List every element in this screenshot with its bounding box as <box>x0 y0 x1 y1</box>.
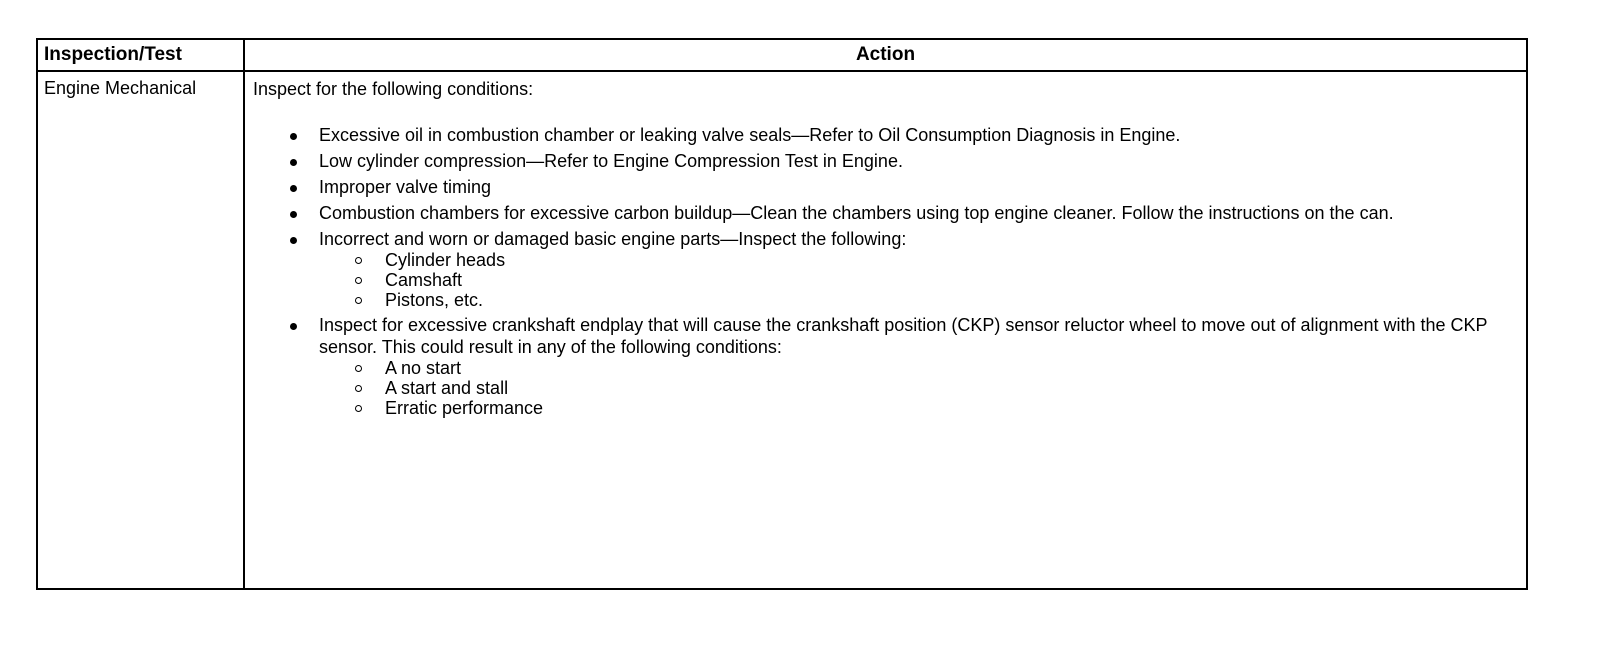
action-intro: Inspect for the following conditions: <box>253 79 534 99</box>
bullet-icon <box>290 185 297 192</box>
sub-list <box>319 250 1523 310</box>
list-item-text: Improper valve timing <box>319 177 492 197</box>
sub-list-item-text: A start and stall <box>385 378 509 398</box>
bullet-icon <box>290 237 297 244</box>
header-action: Action <box>855 44 916 65</box>
sub-list <box>319 358 1523 418</box>
bullet-icon <box>290 211 297 218</box>
sub-list-item <box>319 270 1523 290</box>
list-item <box>253 150 1523 172</box>
list-item-text: Inspect for excessive crankshaft endplay that will cause the crankshaft position (CKP) sensor reluctor wheel to move out of alignment with the CKP sensor. This could result in any of the following conditions: <box>319 315 1488 357</box>
header-divider <box>38 70 1526 72</box>
sub-list-item <box>319 290 1523 310</box>
sub-list-item-text: Erratic performance <box>385 398 544 418</box>
sub-list-item-text: A no start <box>385 358 462 378</box>
sub-list-item-text: Camshaft <box>385 270 463 290</box>
sub-list-item-text: Pistons, etc. <box>385 290 484 310</box>
sub-list-item <box>319 398 1523 418</box>
list-item <box>253 202 1523 224</box>
circle-bullet-icon <box>355 297 362 304</box>
circle-bullet-icon <box>355 277 362 284</box>
circle-bullet-icon <box>355 405 362 412</box>
circle-bullet-icon <box>355 385 362 392</box>
list-item-text: Low cylinder compression—Refer to Engine Compression Test in Engine. <box>319 151 903 171</box>
bullet-icon <box>290 133 297 140</box>
circle-bullet-icon <box>355 257 362 264</box>
list-item-text: Combustion chambers for excessive carbon buildup—Clean the chambers using top engine cleaner. Follow the instructions on the can. <box>319 203 1394 223</box>
inspection-test-cell: Engine Mechanical <box>44 78 197 98</box>
condition-list <box>253 124 1523 418</box>
list-item <box>253 228 1523 310</box>
sub-list-item <box>319 378 1523 398</box>
list-item-text: Excessive oil in combustion chamber or leaking valve seals—Refer to Oil Consumption Diagnosis in Engine. <box>319 125 1181 145</box>
bullet-icon <box>290 159 297 166</box>
action-cell <box>253 78 1523 422</box>
list-item-text: Incorrect and worn or damaged basic engine parts—Inspect the following: <box>319 229 907 249</box>
list-item <box>253 124 1523 146</box>
sub-list-item-text: Cylinder heads <box>385 250 506 270</box>
sub-list-item <box>319 250 1523 270</box>
list-item <box>253 314 1523 418</box>
circle-bullet-icon <box>355 365 362 372</box>
diagnostic-table <box>36 38 1528 590</box>
bullet-icon <box>290 323 297 330</box>
list-item <box>253 176 1523 198</box>
sub-list-item <box>319 358 1523 378</box>
column-divider <box>243 40 245 588</box>
header-inspection-test: Inspection/Test <box>44 44 182 65</box>
